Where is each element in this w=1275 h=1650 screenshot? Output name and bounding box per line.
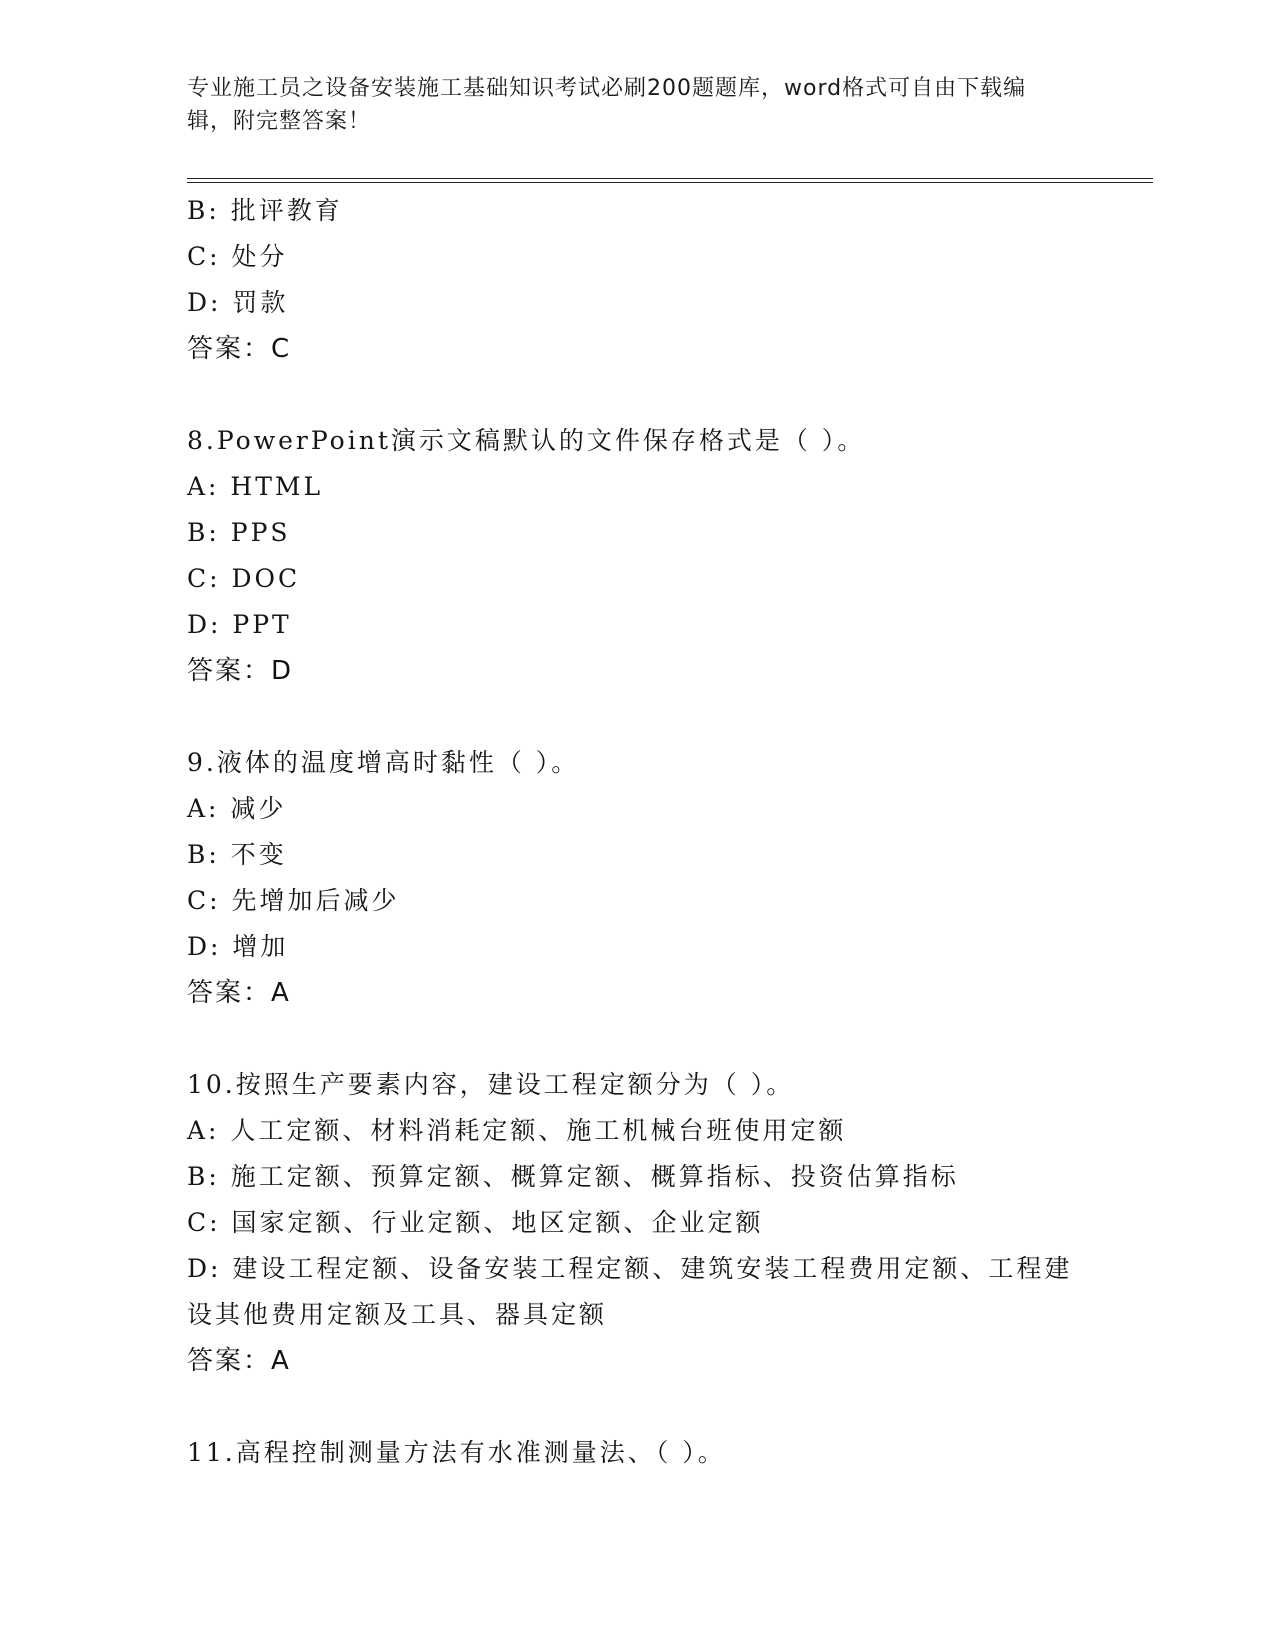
option-c: C: 国家定额、行业定额、地区定额、企业定额	[187, 1208, 764, 1237]
option-d: D: 罚款	[187, 288, 289, 317]
question-9	[187, 740, 1087, 1016]
header-divider-top	[187, 178, 1153, 179]
question-stem: 11.高程控制测量方法有水准测量法、（ ）。	[187, 1438, 726, 1467]
question-stem: 10.按照生产要素内容，建设工程定额分为（ ）。	[187, 1070, 795, 1099]
option-d: D: 建设工程定额、设备安装工程定额、建筑安装工程费用定额、工程建设其他费用定额及工具、器具定额	[187, 1254, 1073, 1329]
option-b: B: 不变	[187, 840, 287, 869]
question-stem: 8.PowerPoint演示文稿默认的文件保存格式是（ ）。	[187, 426, 866, 455]
question-10	[187, 1062, 1087, 1384]
answer: 答案：A	[187, 978, 291, 1008]
answer: 答案：A	[187, 1346, 291, 1376]
option-b: B: 施工定额、预算定额、概算定额、概算指标、投资估算指标	[187, 1162, 959, 1191]
option-b: B: PPS	[187, 518, 291, 547]
option-a: A: 人工定额、材料消耗定额、施工机械台班使用定额	[187, 1116, 847, 1145]
question-stem: 9.液体的温度增高时黏性（ ）。	[187, 748, 580, 777]
option-a: A: HTML	[187, 472, 324, 501]
option-c: C: 处分	[187, 242, 288, 271]
option-d: D: 增加	[187, 932, 289, 961]
question-11	[187, 1430, 1087, 1476]
option-d: D: PPT	[187, 610, 292, 639]
option-a: A: 减少	[187, 794, 287, 823]
option-c: C: DOC	[187, 564, 301, 593]
answer: 答案：C	[187, 334, 292, 364]
document-header: 专业施工员之设备安装施工基础知识考试必刷200题题库，word格式可自由下载编辑，附完整答案！	[187, 76, 1027, 134]
question-8	[187, 418, 1087, 694]
header-divider-bottom	[187, 182, 1153, 183]
answer: 答案：D	[187, 656, 294, 686]
option-c: C: 先增加后减少	[187, 886, 400, 915]
question-list	[187, 188, 1087, 1476]
option-b: B: 批评教育	[187, 196, 343, 225]
question-7-continued	[187, 188, 1087, 372]
